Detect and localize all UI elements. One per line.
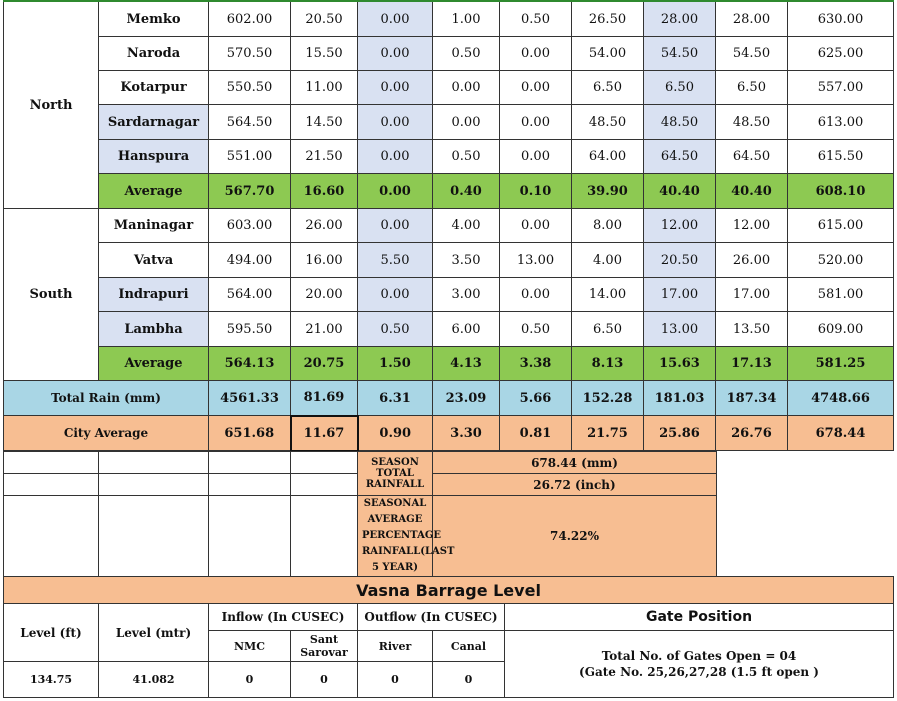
rainfall-table: [3, 0, 894, 452]
city-average-row: [4, 416, 894, 451]
cell: 6.50: [572, 312, 644, 347]
cell: 520.00: [788, 243, 894, 278]
empty-cell: [99, 474, 209, 496]
cell: 603.00: [209, 209, 291, 243]
cell: 0.81: [500, 416, 572, 451]
cell: 0.00: [433, 105, 500, 140]
season-avg-pct-value: 74.22%: [433, 496, 717, 577]
empty-cell: [291, 496, 358, 577]
cell: 15.50: [291, 37, 358, 71]
cell: 48.50: [572, 105, 644, 140]
cell: 602.00: [209, 1, 291, 37]
cell: 54.00: [572, 37, 644, 71]
empty-cell: [209, 452, 291, 474]
cell: 13.50: [716, 312, 788, 347]
cell: 54.50: [716, 37, 788, 71]
cell: 0.00: [500, 37, 572, 71]
cell: 152.28: [572, 381, 644, 416]
cell: 581.25: [788, 347, 894, 381]
empty-cell: [4, 452, 99, 474]
cell: 6.50: [644, 71, 716, 105]
cell: 20.75: [291, 347, 358, 381]
empty-cell: [291, 474, 358, 496]
level-mtr-value: 41.082: [99, 662, 209, 698]
station-name: Lambha: [99, 312, 209, 347]
river-header: River: [358, 631, 433, 662]
cell: 26.50: [572, 1, 644, 37]
cell: 28.00: [644, 1, 716, 37]
cell: 0.00: [358, 209, 433, 243]
cell: 570.50: [209, 37, 291, 71]
cell: 48.50: [644, 105, 716, 140]
cell: 14.50: [291, 105, 358, 140]
cell: 64.50: [716, 140, 788, 174]
city-average-label: City Average: [4, 416, 209, 451]
cell: 0.50: [433, 37, 500, 71]
cell: 3.38: [500, 347, 572, 381]
sant-sarovar-header: Sant Sarovar: [291, 631, 358, 662]
cell: 26.76: [716, 416, 788, 451]
cell: 564.13: [209, 347, 291, 381]
cell: 557.00: [788, 71, 894, 105]
station-name: Kotarpur: [99, 71, 209, 105]
season-total-inch: 26.72 (inch): [433, 474, 717, 496]
cell: 40.40: [716, 174, 788, 209]
average-row: [4, 174, 894, 209]
empty-cell: [291, 452, 358, 474]
cell: 0.50: [433, 140, 500, 174]
cell: 615.00: [788, 209, 894, 243]
level-ft-value: 134.75: [4, 662, 99, 698]
cell: 625.00: [788, 37, 894, 71]
vasna-title: Vasna Barrage Level: [4, 577, 894, 604]
canal-header: Canal: [433, 631, 505, 662]
cell: 13.00: [500, 243, 572, 278]
cell: 0.00: [500, 71, 572, 105]
cell: 23.09: [433, 381, 500, 416]
cell: 8.00: [572, 209, 644, 243]
cell: 550.50: [209, 71, 291, 105]
cell: 16.00: [291, 243, 358, 278]
cell: 21.00: [291, 312, 358, 347]
season-avg-pct-label: SEASONAL AVERAGE PERCENTAGE RAINFALL(LAST 5 YEAR): [358, 496, 433, 577]
table-row: [4, 105, 894, 140]
cell: 678.44: [788, 416, 894, 451]
cell: 6.00: [433, 312, 500, 347]
cell: 0.40: [433, 174, 500, 209]
cell: 0.50: [358, 312, 433, 347]
cell: 21.50: [291, 140, 358, 174]
cell: 0.00: [358, 1, 433, 37]
cell: 608.10: [788, 174, 894, 209]
cell: 5.66: [500, 381, 572, 416]
gates-open-line: Total No. of Gates Open = 04: [601, 649, 797, 663]
empty-cell: [4, 474, 99, 496]
cell: 0.50: [500, 312, 572, 347]
cell: 13.00: [644, 312, 716, 347]
cell: 0.00: [433, 71, 500, 105]
season-total-label: SEASON TOTAL RAINFALL: [358, 452, 433, 496]
cell: 0.00: [358, 140, 433, 174]
cell: 615.50: [788, 140, 894, 174]
cell: 181.03: [644, 381, 716, 416]
cell: 8.13: [572, 347, 644, 381]
cell: 0.00: [358, 174, 433, 209]
cell: 3.30: [433, 416, 500, 451]
cell: 20.50: [644, 243, 716, 278]
cell: 609.00: [788, 312, 894, 347]
cell: 630.00: [788, 1, 894, 37]
empty-cell: [99, 452, 209, 474]
cell: 12.00: [644, 209, 716, 243]
cell: 6.50: [572, 71, 644, 105]
cell: 0.00: [500, 105, 572, 140]
cell: 4748.66: [788, 381, 894, 416]
cell: 0.00: [358, 278, 433, 312]
season-total-mm: 678.44 (mm): [433, 452, 717, 474]
station-name: Sardarnagar: [99, 105, 209, 140]
cell: 20.00: [291, 278, 358, 312]
cell: 15.63: [644, 347, 716, 381]
average-label: Average: [99, 174, 209, 209]
cell: 0.00: [358, 105, 433, 140]
cell: 0.00: [500, 140, 572, 174]
station-name: Indrapuri: [99, 278, 209, 312]
cell: 567.70: [209, 174, 291, 209]
cell: 494.00: [209, 243, 291, 278]
nmc-header: NMC: [209, 631, 291, 662]
cell: 16.60: [291, 174, 358, 209]
cell: 17.00: [644, 278, 716, 312]
total-rain-label: Total Rain (mm): [4, 381, 209, 416]
cell: 20.50: [291, 1, 358, 37]
cell: 187.34: [716, 381, 788, 416]
zone-label: South: [4, 209, 99, 381]
cell: 613.00: [788, 105, 894, 140]
zone-label: North: [4, 1, 99, 209]
cell: 54.50: [644, 37, 716, 71]
cell: 4561.33: [209, 381, 291, 416]
cell: 11.00: [291, 71, 358, 105]
average-row: [4, 347, 894, 381]
cell: 64.50: [644, 140, 716, 174]
cell: 0.00: [500, 209, 572, 243]
total-rain-row: [4, 381, 894, 416]
cell: 1.00: [433, 1, 500, 37]
outflow-header: Outflow (In CUSEC): [358, 604, 505, 631]
gate-position-text: [505, 631, 894, 698]
river-value: 0: [358, 662, 433, 698]
station-name: Vatva: [99, 243, 209, 278]
cell: 1.50: [358, 347, 433, 381]
station-name: Hanspura: [99, 140, 209, 174]
cell: 26.00: [716, 243, 788, 278]
cell: 564.00: [209, 278, 291, 312]
table-row: [4, 37, 894, 71]
gate-position-header: Gate Position: [505, 604, 894, 631]
cell: 4.00: [433, 209, 500, 243]
table-row: [4, 278, 894, 312]
cell: 3.50: [433, 243, 500, 278]
table-row: [4, 140, 894, 174]
table-row: [4, 71, 894, 105]
station-name: Memko: [99, 1, 209, 37]
average-label: Average: [99, 347, 209, 381]
cell: 64.00: [572, 140, 644, 174]
nmc-value: 0: [209, 662, 291, 698]
table-row: [4, 312, 894, 347]
station-name: Maninagar: [99, 209, 209, 243]
sant-sarovar-value: 0: [291, 662, 358, 698]
canal-value: 0: [433, 662, 505, 698]
cell: 5.50: [358, 243, 433, 278]
table-row: [4, 209, 894, 243]
cell: 4.00: [572, 243, 644, 278]
cell: 21.75: [572, 416, 644, 451]
cell: 4.13: [433, 347, 500, 381]
cell: 12.00: [716, 209, 788, 243]
cell: 0.90: [358, 416, 433, 451]
empty-cell: [209, 474, 291, 496]
cell: 0.50: [500, 1, 572, 37]
cell: 39.90: [572, 174, 644, 209]
inflow-header: Inflow (In CUSEC): [209, 604, 358, 631]
cell: 40.40: [644, 174, 716, 209]
empty-cell: [209, 496, 291, 577]
cell: 0.00: [500, 278, 572, 312]
cell: 17.00: [716, 278, 788, 312]
level-mtr-header: Level (mtr): [99, 604, 209, 662]
season-summary-table: [3, 451, 894, 577]
cell: 6.50: [716, 71, 788, 105]
level-ft-header: Level (ft): [4, 604, 99, 662]
cell: 3.00: [433, 278, 500, 312]
empty-cell: [99, 496, 209, 577]
cell: 595.50: [209, 312, 291, 347]
cell: 17.13: [716, 347, 788, 381]
vasna-barrage-table: [3, 576, 894, 698]
table-row: [4, 1, 894, 37]
cell: 581.00: [788, 278, 894, 312]
table-row: [4, 243, 894, 278]
gate-numbers-line: (Gate No. 25,26,27,28 (1.5 ft open ): [579, 665, 819, 679]
empty-cell: [4, 496, 99, 577]
station-name: Naroda: [99, 37, 209, 71]
cell: 0.00: [358, 37, 433, 71]
cell: 28.00: [716, 1, 788, 37]
cell: 25.86: [644, 416, 716, 451]
cell: 564.50: [209, 105, 291, 140]
cell: 651.68: [209, 416, 291, 451]
cell: 48.50: [716, 105, 788, 140]
cell: 551.00: [209, 140, 291, 174]
cell: 14.00: [572, 278, 644, 312]
cell: 11.67: [291, 416, 358, 451]
cell: 81.69: [291, 381, 358, 416]
cell: 0.00: [358, 71, 433, 105]
cell: 26.00: [291, 209, 358, 243]
cell: 6.31: [358, 381, 433, 416]
cell: 0.10: [500, 174, 572, 209]
